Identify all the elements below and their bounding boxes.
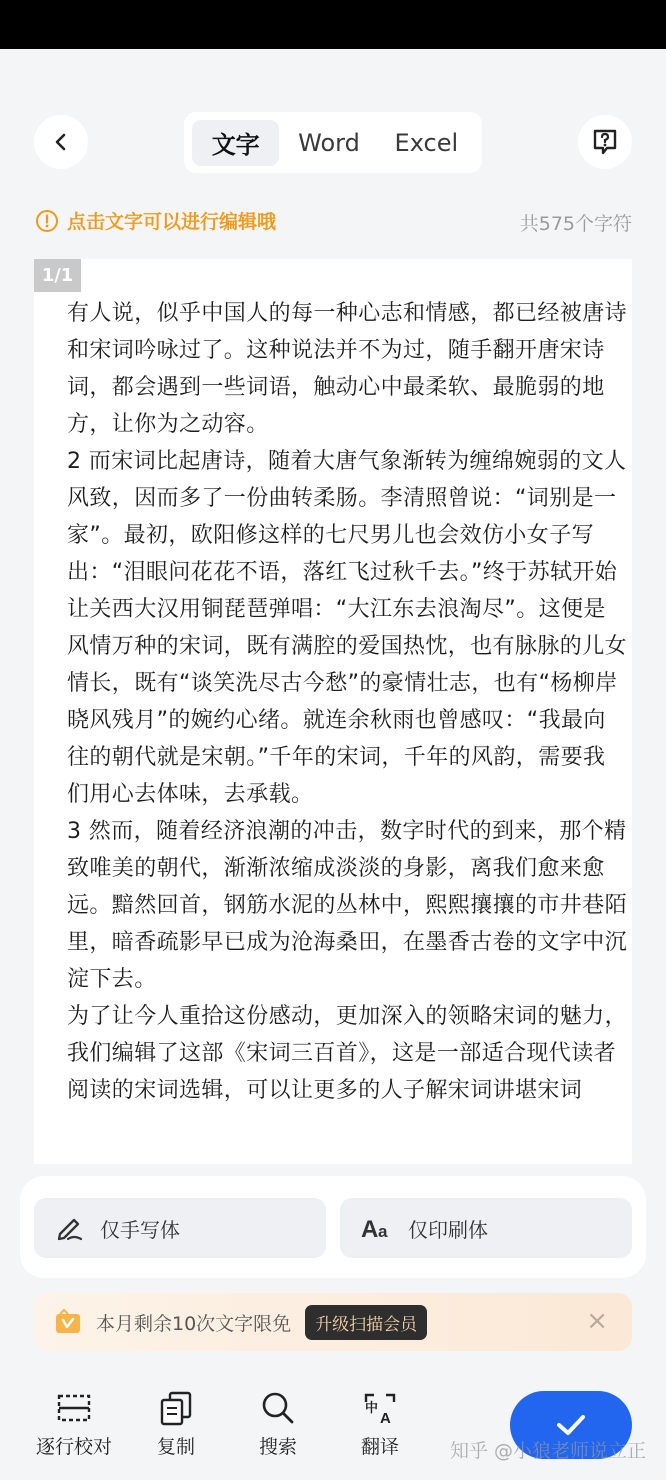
line-proofread-icon xyxy=(56,1390,92,1426)
copy-icon xyxy=(158,1390,194,1426)
svg-text:中: 中 xyxy=(365,1401,379,1416)
copy-button[interactable] xyxy=(131,1390,221,1459)
watermark: 知乎 @小狼老师说立正 xyxy=(450,1440,647,1462)
paragraph[interactable]: 有人说，似乎中国人的每一种心志和情感，都已经被唐诗和宋词吟咏过了。这种说法并不为过，随手翻开唐宋诗词，都会遇到一些词语，触动心中最柔软、最脆弱的地方，让你为之动容。 xyxy=(67,301,628,437)
edit-hint xyxy=(35,207,276,234)
svg-text:A: A xyxy=(380,1410,391,1426)
vip-icon xyxy=(54,1309,82,1335)
svg-text:a: a xyxy=(378,1222,388,1241)
mode-label: 仅印刷体 xyxy=(408,1217,488,1242)
line-proofread-button[interactable] xyxy=(29,1390,119,1459)
svg-text:A: A xyxy=(361,1216,379,1243)
toolbar-label: 搜索 xyxy=(258,1436,297,1458)
page-indicator: 1/1 xyxy=(34,259,81,292)
translate-icon xyxy=(362,1390,398,1426)
hint-text: 点击文字可以进行编辑哦 xyxy=(67,211,277,233)
promo-banner xyxy=(34,1293,632,1351)
recognized-text-area[interactable] xyxy=(34,259,632,1164)
pen-icon xyxy=(54,1212,86,1244)
format-tabs xyxy=(184,112,482,173)
back-button[interactable] xyxy=(34,115,88,169)
paragraph[interactable]: 2 而宋词比起唐诗，随着大唐气象渐转为缠绵婉弱的文人风致，因而多了一份曲转柔肠。李清照曾说：“词别是一家”。最初，欧阳修这样的七尺男儿也会效仿小女子写出：“泪眼问花花不语，落红飞过秋千去。”终于苏轼开始让关西大汉用铜琵琶弹唱：“大江东去浪淘尽”。这便是风情万种的宋词，既有满腔的爱国热忱，也有脉脉的儿女情长，既有“谈笑洗尽古今愁”的豪情壮志，也有“杨柳岸晓风残月”的婉约心绪。就连余秋雨也曾感叹：“我最向往的朝代就是宋朝。”千年的宋词，千年的风韵，需要我们用心去体味，去承载。 xyxy=(67,449,628,807)
info-icon xyxy=(35,209,59,233)
toolbar-label: 翻译 xyxy=(360,1436,399,1458)
search-icon xyxy=(260,1390,296,1426)
handwriting-only-button[interactable] xyxy=(34,1198,326,1258)
chevron-left-icon xyxy=(50,131,72,153)
translate-button[interactable] xyxy=(335,1390,425,1459)
status-bar xyxy=(0,0,666,49)
promo-text: 本月剩余10次文字限免 xyxy=(96,1312,292,1335)
mode-label: 仅手写体 xyxy=(100,1217,180,1242)
recognition-mode-panel xyxy=(20,1176,646,1278)
close-icon[interactable]: × xyxy=(586,1306,608,1336)
text-body[interactable] xyxy=(67,295,627,1109)
tab-excel[interactable]: Excel xyxy=(394,128,459,157)
upgrade-button[interactable]: 升级扫描会员 xyxy=(305,1305,427,1340)
help-icon xyxy=(590,127,620,157)
toolbar-label: 逐行校对 xyxy=(35,1436,112,1458)
print-only-button[interactable] xyxy=(340,1198,632,1258)
toolbar-label: 复制 xyxy=(156,1436,195,1458)
checkmark-icon xyxy=(554,1411,588,1439)
tab-text[interactable]: 文字 xyxy=(192,120,279,166)
help-button[interactable] xyxy=(578,115,632,169)
paragraph[interactable]: 为了让今人重拾这份感动，更加深入的领略宋词的魅力，我们编辑了这部《宋词三百首》，这是一部适合现代读者阅读的宋词选辑，可以让更多的人子解宋词讲堪宋词 xyxy=(67,1004,628,1103)
search-button[interactable] xyxy=(233,1390,323,1459)
character-count: 共575个字符 xyxy=(519,213,632,235)
tab-word[interactable]: Word xyxy=(298,128,360,157)
font-aa-icon xyxy=(360,1213,394,1243)
paragraph[interactable]: 3 然而，随着经济浪潮的冲击，数字时代的到来，那个精致唯美的朝代，渐渐浓缩成淡淡的身影，离我们愈来愈远。黯然回首，钢筋水泥的丛林中，熙熙攘攘的市井巷陌里，暗香疏影早已成为沧海桑田，在墨香古卷的文字中沉淀下去。 xyxy=(67,819,628,992)
